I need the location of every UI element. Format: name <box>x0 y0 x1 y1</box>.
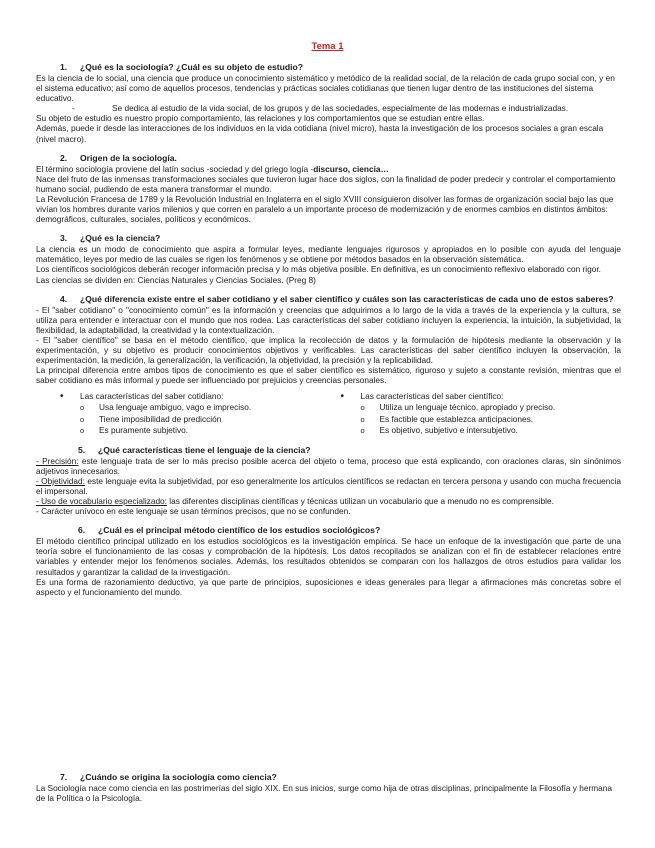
section-title: ¿Cuándo se origina la sociología como ciencia? <box>80 772 277 782</box>
bullet-icon <box>60 391 80 402</box>
paragraph-text: Se dedica al estudio de la vida social, de los grupos y de las sociedades, especialmente de las modernas e industrializadas. <box>112 103 569 114</box>
paragraph <box>36 456 621 476</box>
section-number: 2. <box>60 152 68 163</box>
paragraph: La ciencia es un modo de conocimiento que aspira a formular leyes, mediante lenguajes rigurosos y apropiados en lo posible con ayuda del lenguaje matemático, leyes por medio de las cuales se rigen los fenómenos y se obtiene por métodos basados en la observación sistemática. <box>36 244 621 265</box>
section-title: ¿Qué es la sociología? ¿Cuál es su objeto de estudio? <box>80 62 303 72</box>
list-item <box>341 402 622 413</box>
paragraph <box>36 103 621 113</box>
section-number: 5. <box>78 444 86 455</box>
section-6 <box>0 525 655 597</box>
paragraph <box>36 164 621 174</box>
section-4 <box>0 294 655 436</box>
paragraph: - El "saber científico" se basa en el método científico, que implica la recolección de datos y la formulación de hipótesis mediante la observación y la experimentación, y su objetivo es producir conocimientos objetivos y verificables. Las características del saber científico incluyen la observación, la experimentación, la medición, la generalización, la verificación, la objetividad, la precisión y la replicabilidad. <box>36 334 621 366</box>
circle-bullet-icon <box>361 425 380 436</box>
paragraph: Además, puede ir desde las interacciones de los individuos en la vida cotidiana (nivel micro), hasta la investigación de los procesos sociales a gran escala (nivel macro). <box>36 123 604 144</box>
section-2 <box>0 153 655 225</box>
list-item-text: Utiliza un lenguaje técnico, apropiado y preciso. <box>379 402 556 413</box>
section-heading <box>0 62 655 73</box>
everyday-knowledge-list <box>60 391 341 435</box>
section-title: ¿Cuál es el principal método científico de los estudios sociológicos? <box>98 525 381 536</box>
scientific-knowledge-list <box>341 391 622 435</box>
section-number: 6. <box>78 525 86 536</box>
bullet-icon <box>341 391 361 402</box>
list-item <box>341 414 622 425</box>
list-heading: Las características del saber cotidiano: <box>80 391 224 402</box>
paragraph: La Sociología nace como ciencia en las postrimerías del siglo XIX. En sus inicios, surge como hija de otras disciplinas, principalmente la Filosofía y hermana de la Política o la Psicología. <box>36 783 612 804</box>
section-title: Origen de la sociología. <box>80 152 177 163</box>
circle-bullet-icon <box>361 414 380 425</box>
section-title: ¿Qué diferencia existe entre el saber cotidiano y el saber científico y cuáles son las características de cada uno de estos saberes? <box>80 293 614 304</box>
dash-marker: - <box>72 103 75 114</box>
list-item-text: Es objetivo, subjetivo e intersubjetivo. <box>379 424 518 435</box>
paragraph: - El "saber cotidiano" o "conocimiento común" es la información y creencias que adquirimos a lo largo de la vida a través de la experiencia y la cultura, se utiliza para entender e interactuar con el mundo que nos rodea. Las características del saber cotidiano incluyen la experiencia, la intuición, la subjetividad, la flexibilidad, la adaptabilidad, la creatividad y la contextualización. <box>36 304 621 335</box>
term-label: - Uso de vocabulario especializado: <box>36 496 167 507</box>
list-item-text: Usa lenguaje ambiguo, vago e impreciso. <box>99 402 252 413</box>
section-5 <box>0 445 655 517</box>
list-heading: Las características del saber científico: <box>360 391 504 402</box>
paragraph: - Carácter unívoco en este lenguaje se usan términos precisos, que no se confunden. <box>36 506 351 517</box>
circle-bullet-icon <box>80 414 99 425</box>
section-heading <box>0 294 655 305</box>
section-heading <box>0 445 655 456</box>
list-item <box>341 425 622 436</box>
paragraph-text: El término sociología proviene del latín socius -sociedad y del griego logía - <box>36 163 314 174</box>
list-item <box>60 402 341 413</box>
section-heading <box>0 233 655 244</box>
section-number: 1. <box>60 62 68 72</box>
paragraph-text: este lenguaje evita la subjetividad, por eso generalmente los artículos científicos se redactan en tercera persona y usando con mucha frecuencia el impersonal. <box>36 475 621 496</box>
section-heading <box>0 772 655 783</box>
paragraph: Es la ciencia de lo social, una ciencia que produce un conocimiento sistemático y metódico de la realidad social, de la relación de cada grupo social con, y en el sistema educativo; así como de aquellos procesos, tendencias y prácticas sociales cotidianas que tienen lugar dentro de las instituciones del sistema educativo. <box>36 73 615 104</box>
circle-bullet-icon <box>361 402 380 413</box>
paragraph <box>36 496 621 506</box>
circle-bullet-icon <box>80 402 99 413</box>
paragraph: Las ciencias se dividen en: Ciencias Naturales y Ciencias Sociales. (Preg 8) <box>36 274 316 285</box>
paragraph: Nace del fruto de las inmensas transformaciones sociales que tuvieron lugar hace dos siglos, con la finalidad de poder predecir y controlar el comportamiento humano social, pudiendo de esta manera transformar el mundo. <box>36 173 616 194</box>
list-item-text: Tiene imposibilidad de predicción <box>99 413 222 424</box>
list-item-text: Es factible que establezca anticipaciones. <box>379 413 534 424</box>
term-label: - Objetividad: <box>36 475 85 486</box>
circle-bullet-icon <box>80 425 99 436</box>
list-item <box>60 425 341 436</box>
section-1 <box>0 62 655 144</box>
list-item <box>60 414 341 425</box>
section-number: 4. <box>60 293 68 304</box>
section-number: 3. <box>60 233 68 244</box>
section-7 <box>0 772 655 803</box>
characteristics-lists <box>0 391 655 435</box>
section-title: ¿Qué es la ciencia? <box>80 233 161 244</box>
paragraph <box>36 476 621 496</box>
section-number: 7. <box>60 772 68 782</box>
paragraph: Es una forma de razonamiento deductivo, ya que parte de principios, suposiciones e ideas generales para llegar a afirmaciones más concretas sobre el aspecto y el funcionamiento del mundo. <box>36 576 621 597</box>
paragraph-text: este lenguaje trata de ser lo más preciso posible acerca del objeto o tema, proceso que está explicando, con oraciones claras, sin sinónimos adjetivos innecesarios. <box>36 455 622 476</box>
paragraph: Su objeto de estudio es nuestro propio comportamiento, las relaciones y los comportamientos que se estudian entre ellas. <box>36 113 485 124</box>
paragraph: La principal diferencia entre ambos tipos de conocimiento es que el saber científico es sistemático, riguroso y sujeto a constante revisión, mientras que el saber cotidiano es más informal y puede ser influenciado por prejuicios y creencias personales. <box>36 365 621 386</box>
section-heading <box>0 525 655 536</box>
paragraph-text: las diferentes disciplinas científicas y técnicas utilizan un vocabulario que a menudo no es comprensible. <box>166 496 554 507</box>
document-title: Tema 1 <box>311 41 344 52</box>
paragraph: La Revolución Francesa de 1789 y la Revolución Industrial en Inglaterra en el siglo XVIII consiguieron disolver las formas de organización social bajo las que vivían los hombres durante varios milenios y que corren en paralelo a un importante proceso de modernización y de enormes cambios en distintos ámbitos: demográficos, culturales, sociales, políticos y económicos. <box>36 193 614 225</box>
paragraph: El método científico principal utilizado en los estudios sociológicos es la investigación empírica. Se hace un enfoque de la investigación que parte de una teoría sobre el funcionamiento de las cosas y comprobación de la hipótesis. Los datos recopilados se analizan con el fin de establecer relaciones entre variables y entender mejor los fenómenos sociales. Además, los resultados obtenidos se comparan con los hallazgos de otros estudios para validar los resultados y garantizar la calidad de la investigación. <box>36 536 621 577</box>
section-3 <box>0 233 655 284</box>
section-heading <box>0 153 655 164</box>
list-item-text: Es puramente subjetivo. <box>99 424 189 435</box>
section-title: ¿Qué características tiene el lenguaje de la ciencia? <box>98 444 311 455</box>
paragraph: Los científicos sociológicos deberán recoger información precisa y lo más objetiva posible. En definitiva, es un conocimiento reflexivo elaborado con rigor. <box>36 264 601 275</box>
bold-text: discurso, ciencia… <box>313 163 389 174</box>
term-label: - Precisión: <box>36 455 79 466</box>
